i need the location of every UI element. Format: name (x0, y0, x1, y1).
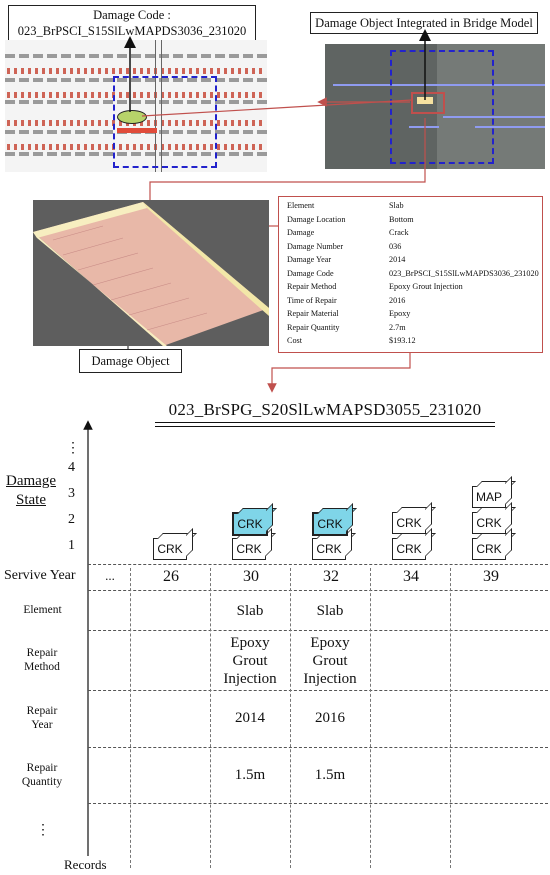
damage-code-value: 023_BrPSCI_S15SlLwMAPDS3036_231020 (17, 24, 247, 38)
info-value: 2.7m (389, 322, 406, 332)
info-value: $193.12 (389, 336, 416, 345)
damage-object-title: Damage Object (91, 354, 170, 368)
info-value: Slab (389, 201, 404, 210)
info-key: Repair Material (287, 309, 339, 318)
info-value: 2016 (389, 295, 406, 305)
damage-box-34-2: CRK (392, 512, 426, 534)
service-year-label: Servive Year (4, 568, 76, 583)
damage-box-39-3: MAP (472, 486, 506, 508)
row-label-repair-year: Repair Year (26, 705, 58, 731)
cell-qty-32: 1.5m (314, 767, 346, 783)
info-key: Damage Number (287, 241, 344, 251)
damage-box-26-1: CRK (153, 538, 187, 560)
info-value: 023_BrPSCI_S15SlLwMAPDS3036_231020 (389, 268, 539, 278)
model-title: Damage Object Integrated in Bridge Model (315, 16, 533, 30)
year-39: 39 (483, 568, 499, 585)
year-30: 30 (243, 568, 259, 585)
damage-box-39-2: CRK (472, 512, 506, 534)
damage-box-30-1: CRK (232, 538, 266, 560)
cell-qty-30: 1.5m (234, 767, 266, 783)
cell-year-32: 2016 (315, 710, 345, 726)
y-tick-1: 1 (68, 538, 75, 553)
info-key: Repair Method (287, 282, 337, 291)
year-34: 34 (403, 568, 419, 585)
row-label-element: Element (23, 604, 62, 616)
info-key: Damage Year (287, 255, 332, 264)
info-key: Repair Quantity (287, 322, 340, 332)
y-axis-top-dots: ⋮ (66, 441, 80, 456)
info-value: Epoxy Grout Injection (389, 282, 463, 291)
year-26: 26 (163, 568, 179, 585)
info-value: 036 (389, 241, 402, 251)
row-label-repair-quantity: Repair Quantity (21, 762, 63, 788)
damage-box-34-1: CRK (392, 538, 426, 560)
records-label: Records (64, 857, 107, 872)
info-value: Crack (389, 228, 409, 237)
record-title: 023_BrSPG_S20SlLwMAPSD3055_231020 (168, 400, 482, 419)
year-ellipsis: ... (105, 568, 115, 583)
info-value: Bottom (389, 214, 414, 224)
cell-element-30: Slab (236, 603, 264, 619)
y-axis-label: Damage State (6, 473, 56, 508)
damage-box-39-1: CRK (472, 538, 506, 560)
year-32: 32 (323, 568, 339, 585)
y-tick-2: 2 (68, 512, 75, 527)
info-key: Damage (287, 228, 315, 237)
damage-box-30-2: CRK (232, 512, 268, 536)
cell-method-30: Epoxy Grout Injection (223, 635, 277, 687)
info-key: Damage Code (287, 268, 334, 278)
info-value: Epoxy (389, 309, 411, 318)
info-key: Cost (287, 336, 303, 345)
info-key: Element (287, 201, 315, 210)
damage-box-32-2: CRK (312, 512, 348, 536)
info-key: Damage Location (287, 214, 346, 224)
rows-bottom-dots: ⋮ (36, 823, 50, 838)
info-key: Time of Repair (287, 295, 337, 305)
damage-code-title: Damage Code : (93, 8, 171, 22)
cell-element-32: Slab (316, 603, 344, 619)
damage-box-32-1: CRK (312, 538, 346, 560)
cell-method-32: Epoxy Grout Injection (303, 635, 357, 687)
info-value: 2014 (389, 255, 406, 264)
y-tick-3: 3 (68, 486, 75, 501)
y-tick-4: 4 (68, 460, 75, 475)
row-label-repair-method: Repair Method (24, 647, 60, 673)
cell-year-30: 2014 (235, 710, 265, 726)
